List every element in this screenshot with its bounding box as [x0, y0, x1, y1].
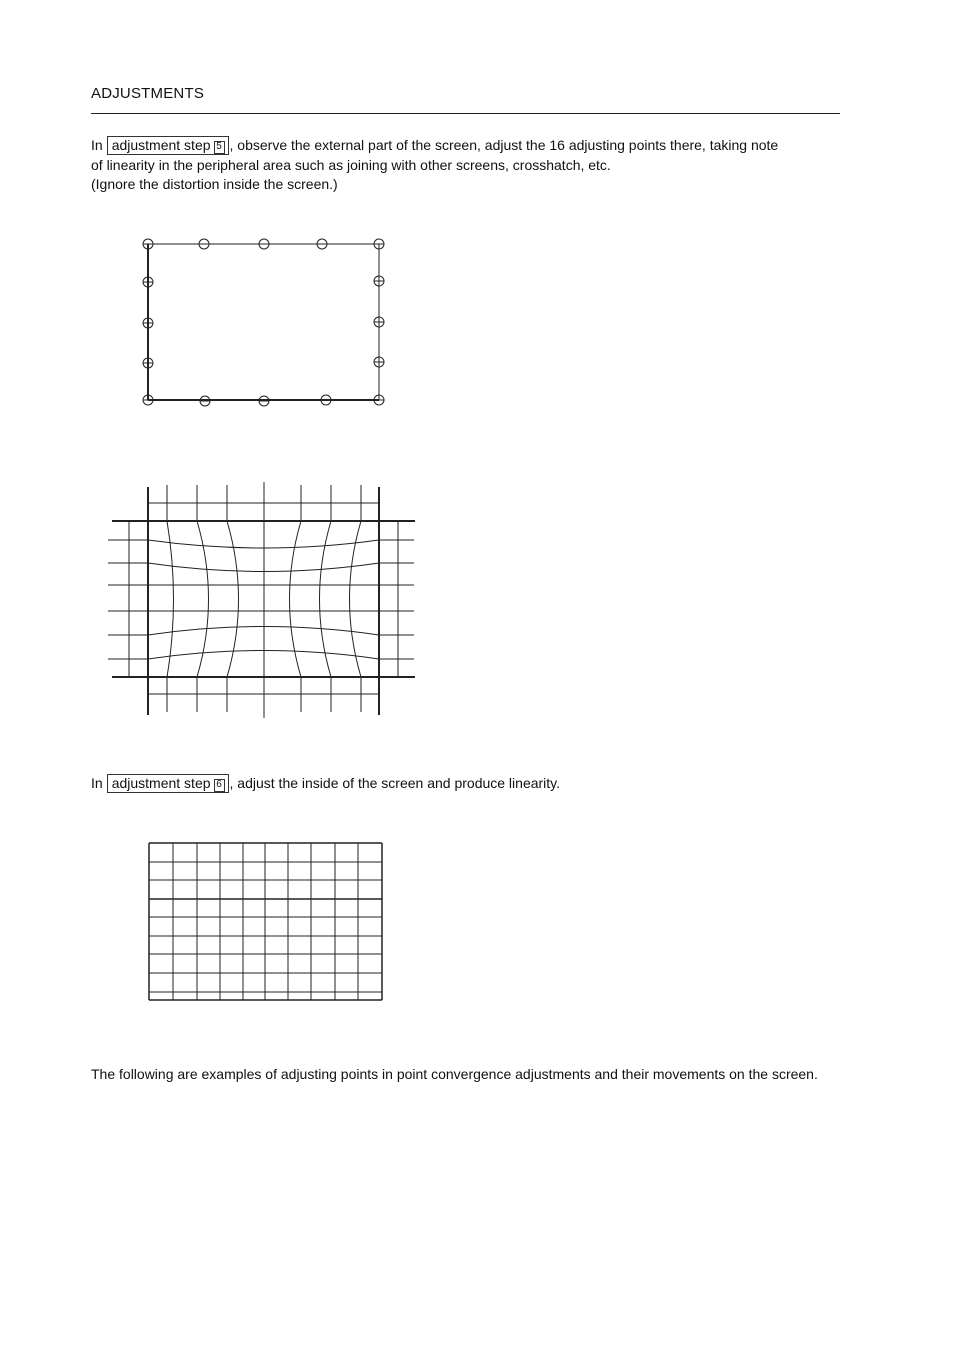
para1-line2: of linearity in the peripheral area such as joining with other screens, crosshatch, etc.: [91, 156, 611, 173]
para2-prefix: In: [91, 775, 103, 791]
step-6-label: adjustment step: [111, 775, 211, 791]
paragraph-examples: The following are examples of adjusting points in point convergence adjustments and their movements on the screen.: [91, 1066, 818, 1082]
para1-line3: (Ignore the distortion inside the screen.): [91, 176, 338, 192]
step-5-number: 5: [214, 141, 225, 154]
para1-line1-rest: , observe the external part of the screen, adjust the 16 adjusting points there, taking note: [229, 137, 779, 153]
para1-prefix: In: [91, 137, 103, 153]
step-6-number: 6: [214, 779, 225, 792]
step-5-label: adjustment step: [111, 137, 211, 153]
section-title: ADJUSTMENTS: [91, 85, 205, 102]
para2-rest: , adjust the inside of the screen and produce linearity.: [229, 775, 561, 791]
